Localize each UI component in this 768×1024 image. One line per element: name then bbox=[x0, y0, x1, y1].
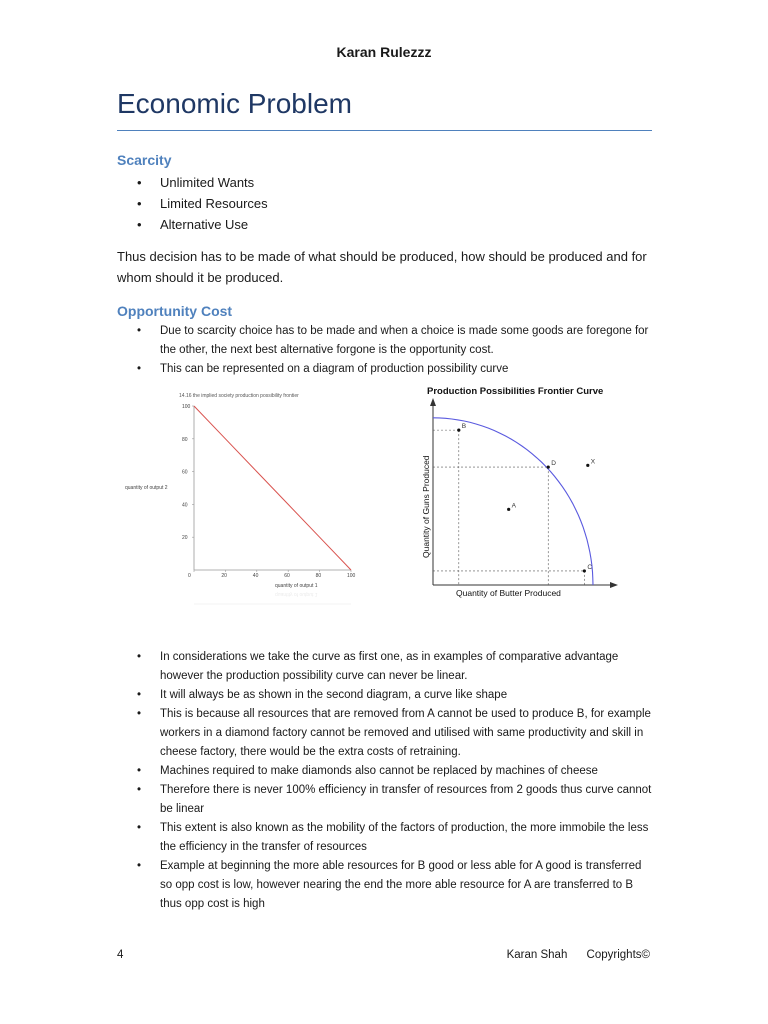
point-label: X bbox=[590, 458, 596, 466]
list-item: • Unlimited Wants bbox=[117, 172, 652, 193]
list-item: • This extent is also known as the mobility of the factors of production, the more immobile the less the efficiency in the transfer of resources bbox=[117, 819, 652, 857]
title-divider bbox=[117, 130, 652, 131]
linear-ppf-figure bbox=[117, 386, 377, 618]
scarcity-paragraph: Thus decision has to be made of what should be produced, how should be produced and for whom should it be produced. bbox=[117, 249, 647, 285]
opportunity-list bbox=[117, 322, 652, 379]
y-tick-label: 40 bbox=[182, 502, 188, 509]
x-tick-label: 80 bbox=[315, 573, 322, 579]
curved-ppf-chart bbox=[418, 382, 623, 604]
point-b bbox=[457, 429, 460, 432]
ppf-line bbox=[194, 406, 351, 570]
y-axis-label: quantity of output 2 bbox=[125, 485, 168, 491]
page-header: Karan Rulezzz bbox=[336, 44, 432, 60]
x-tick-label: 20 bbox=[221, 573, 227, 579]
point-c bbox=[583, 569, 586, 572]
x-axis-label: Quantity of Butter Produced bbox=[456, 588, 561, 598]
point-d bbox=[547, 465, 550, 468]
reflection bbox=[194, 591, 351, 604]
x-tick-label: 100 bbox=[347, 573, 356, 579]
curved-ppf-figure bbox=[418, 382, 623, 604]
scarcity-heading: Scarcity bbox=[117, 152, 172, 168]
x-tick-label: 0 bbox=[188, 573, 191, 579]
linear-ppf-chart bbox=[117, 386, 377, 618]
y-tick-label: 20 bbox=[182, 535, 188, 542]
point-label: A bbox=[511, 502, 517, 510]
opportunity-heading: Opportunity Cost bbox=[117, 303, 233, 319]
chart-title: 14.16 the implied society production possibility frontier bbox=[179, 393, 299, 399]
list-item: • Limited Resources bbox=[117, 193, 652, 214]
y-axis-label: Quantity of Guns Produced bbox=[421, 455, 431, 558]
svg-text:quantity of output 1: quantity of output 1 bbox=[275, 591, 318, 597]
list-item: • This can be represented on a diagram of production possibility curve bbox=[117, 360, 652, 379]
point-x bbox=[586, 464, 589, 467]
x-axis-arrow bbox=[610, 582, 618, 588]
y-axis-arrow bbox=[430, 398, 436, 406]
scarcity-list bbox=[117, 172, 652, 235]
list-item: • In considerations we take the curve as first one, as in examples of comparative advantage however the production possibility curve can never be linear. bbox=[117, 648, 652, 686]
y-tick-label: 100 bbox=[182, 404, 191, 410]
point-a bbox=[507, 508, 510, 511]
list-item: • Example at beginning the more able resources for B good or less able for A good is transferred so opp cost is low, however nearing the end the more able resource for A are transferred to B thus opp cost is high bbox=[117, 857, 652, 914]
analysis-list bbox=[117, 648, 652, 914]
footer-author: Karan Shah bbox=[506, 949, 568, 961]
list-item: • Therefore there is never 100% efficiency in transfer of resources from 2 goods thus curve cannot be linear bbox=[117, 781, 652, 819]
point-label: D bbox=[551, 460, 556, 468]
point-label: B bbox=[461, 423, 467, 431]
list-item: • Due to scarcity choice has to be made and when a choice is made some goods are foregone for the other, the next best alternative forgone is the opportunity cost. bbox=[117, 322, 652, 360]
footer-credits bbox=[491, 949, 650, 961]
list-item: • Alternative Use bbox=[117, 214, 652, 235]
y-tick-label: 60 bbox=[182, 469, 188, 476]
page-title: Economic Problem bbox=[117, 88, 352, 119]
chart-title: Production Possibilities Frontier Curve bbox=[427, 386, 604, 397]
x-axis-label: quantity of output 1 bbox=[275, 583, 318, 589]
page-number: 4 bbox=[117, 949, 124, 961]
footer-copyright: Copyrights© bbox=[586, 949, 650, 961]
x-tick-label: 60 bbox=[284, 573, 290, 579]
list-item: • This is because all resources that are removed from A cannot be used to produce B, for example workers in a diamond factory cannot be removed and utilised with same productivity and skill in cheese factory, there would be the extra costs of retraining. bbox=[117, 705, 652, 762]
x-tick-label: 40 bbox=[252, 573, 259, 579]
list-item: • Machines required to make diamonds also cannot be replaced by machines of cheese bbox=[117, 762, 652, 781]
list-item: • It will always be as shown in the second diagram, a curve like shape bbox=[117, 686, 652, 705]
y-tick-label: 80 bbox=[182, 436, 188, 443]
point-label: C bbox=[587, 563, 593, 571]
